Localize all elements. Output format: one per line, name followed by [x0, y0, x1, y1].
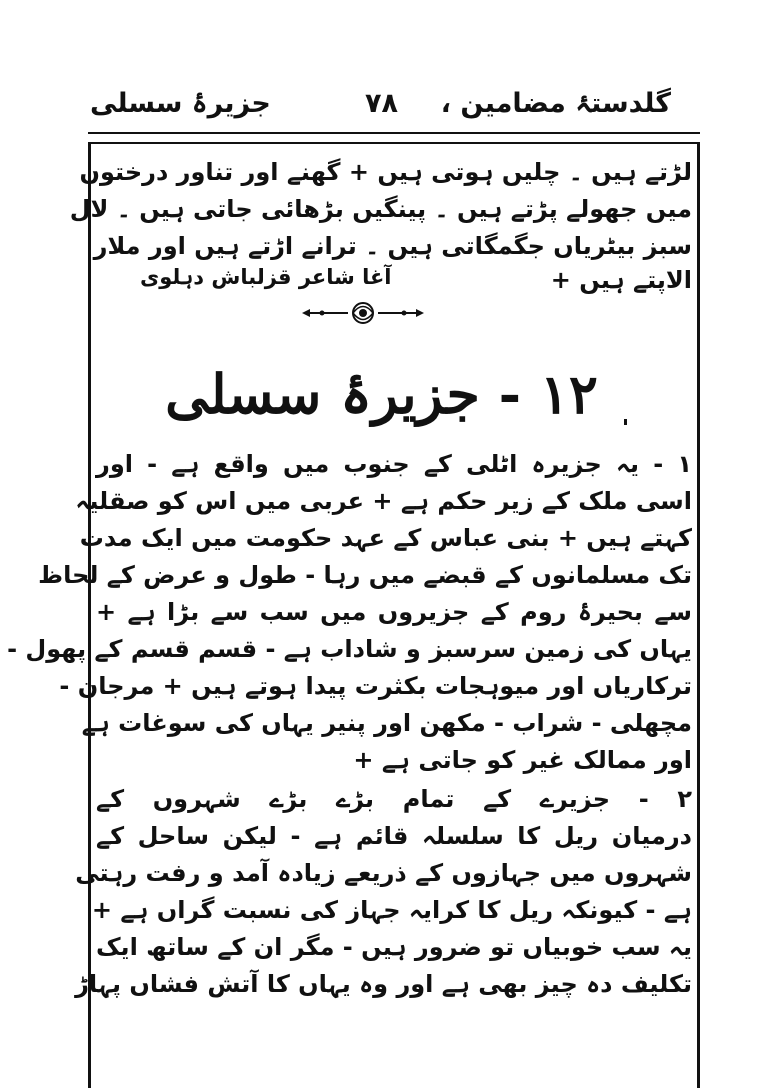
previous-text-line: میں جھولے پڑتے ہیں ۔ پینگیں بڑھائی جاتی ہیں ۔ لال	[69, 195, 692, 223]
body-text-line: مچھلی - شراب - مکھن اور پنیر یہاں کی سوغات ہے	[81, 709, 692, 737]
body-text-line: درمیان ریل کا سلسلہ قائم ہے - لیکن ساحل کے	[96, 822, 692, 850]
body-text-line: اور ممالک غیر کو جاتی ہے +	[353, 746, 692, 774]
body-text-line: ۱ - یہ جزیرہ اٹلی کے جنوب میں واقع ہے - اور	[96, 450, 692, 478]
running-header-book-title: گلدستۂ مضامین ،	[440, 88, 671, 119]
body-text-line: ترکاریاں اور میوہجات بکثرت پیدا ہوتے ہیں + مرجان -	[59, 672, 692, 700]
body-text-line: کہتے ہیں + بنی عباس کے عہد حکومت میں ایک مدت	[79, 524, 692, 552]
page-number: ۷۸	[365, 88, 398, 119]
author-signature: آغا شاعر قزلباش دہلوی	[140, 265, 392, 289]
chapter-heading: ۱۲ - جزیرۂ سسلی	[165, 362, 598, 426]
body-text-line: ہے - کیونکہ ریل کا کرایہ جہاز کی نسبت گراں ہے +	[91, 896, 692, 924]
body-text-line: اسی ملک کے زیر حکم ہے + عربی میں اس کو صقلیہ	[75, 487, 692, 515]
header-rule	[88, 132, 700, 134]
previous-text-line: لڑتے ہیں ۔ چلیں ہوتی ہیں + گھنے اور تناور درختوں	[79, 158, 692, 186]
body-text-line: سے بحیرۂ روم کے جزیروں میں سب سے بڑا ہے +	[96, 598, 692, 626]
ornament-divider-icon	[300, 300, 426, 326]
running-header-chapter-title: جزیرۂ سسلی	[90, 88, 271, 119]
body-text-line: ۲ - جزیرے کے تمام بڑے بڑے شہروں کے	[96, 785, 692, 813]
body-text-line: یہاں کی زمین سرسبز و شاداب ہے - قسم قسم کے پھول -	[7, 635, 692, 663]
body-text-line: یہ سب خوبیاں تو ضرور ہیں - مگر ان کے ساتھ ایک	[95, 933, 692, 961]
previous-text-line: الاپتے ہیں +	[550, 266, 692, 294]
stray-mark-icon	[622, 418, 630, 426]
body-text-line: تک مسلمانوں کے قبضے میں رہا - طول و عرض کے لحاظ	[38, 561, 692, 589]
previous-text-line: سبز بیٹریاں جگمگاتی ہیں ۔ ترانے اڑتے ہیں اور ملار	[93, 232, 692, 260]
body-text-line: شہروں میں جہازوں کے ذریعے زیادہ آمد و رفت رہتی	[75, 859, 692, 887]
body-text-line: تکلیف دہ چیز بھی ہے اور وہ یہاں کا آتش فشاں پہاڑ	[75, 970, 692, 998]
